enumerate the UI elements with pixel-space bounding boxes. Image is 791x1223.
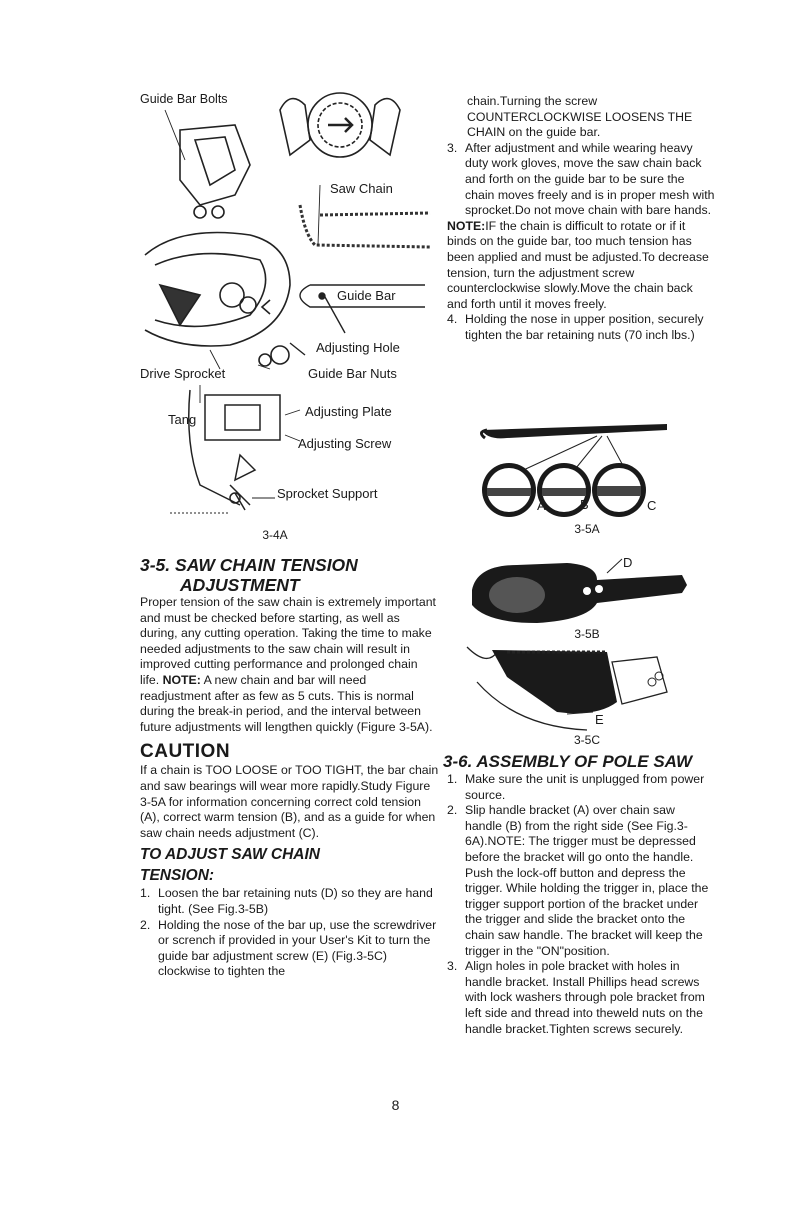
- step-3: [447, 141, 715, 219]
- section-3-5-intro: Proper tension of the saw chain is extremely important and must be checked before starting, as well as during, any cutting operation. Taking the time to make needed adjustments to the saw chain will result in improved cutting performance and prolonged chain life. NOTE: A new chain and bar will need readjustment after as few as 5 cuts. This is normal during the break-in period, and the interval between future adjustments will lengthen quickly (Figure 3-5A).: [140, 595, 436, 734]
- figure-3-4a: [140, 85, 440, 535]
- list-item: 4. Holding the nose in upper position, securely tighten the bar retaining nuts (70 inch lbs.): [447, 312, 704, 342]
- fig-label-adjusting-hole: Adjusting Hole: [316, 340, 400, 355]
- caution-heading: CAUTION: [140, 741, 231, 763]
- step-4: [447, 312, 715, 343]
- figure-label-e: E: [595, 712, 604, 727]
- list-item: 1. Loosen the bar retaining nuts (D) so they are hand tight. (See Fig.3-5B): [140, 886, 433, 916]
- binding-note: NOTE:IF the chain is difficult to rotate or if it binds on the guide bar, too much tension has been applied and must be adjusted.To decrease tension, turn the adjustment screw counterclockwise slowly.Move the chain back and forth until it moves freely.: [447, 218, 709, 311]
- tension-label-c: C: [647, 498, 657, 513]
- fig-label-tang: Tang: [168, 412, 197, 427]
- adjust-tension-heading: TO ADJUST SAW CHAIN TENSION:: [140, 846, 320, 885]
- fig-label-guide-bar-bolts: Guide Bar Bolts: [140, 92, 228, 106]
- figure-caption-3-5a: 3-5A: [574, 522, 600, 536]
- right-column-text: [447, 94, 715, 344]
- fig-label-guide-bar: Guide Bar: [337, 288, 396, 303]
- fig-label-drive-sprocket: Drive Sprocket: [140, 366, 226, 381]
- figure-caption-3-5c: 3-5C: [573, 733, 600, 747]
- fig-label-adjusting-screw: Adjusting Screw: [298, 436, 392, 451]
- figure-caption-3-4a: 3-4A: [262, 528, 288, 542]
- list-item: 2. Holding the nose of the bar up, use the screwdriver or scrench if provided in your User's Kit to turn the guide bar adjustment screw (E) (Fig.3-5C) clockwise to tighten the: [140, 917, 437, 979]
- figure-caption-3-5b: 3-5B: [574, 627, 600, 641]
- section-3-5-title: 3-5. SAW CHAIN TENSION ADJUSTMENT: [140, 555, 358, 595]
- figure-label-d: D: [623, 555, 633, 570]
- page-number: 8: [391, 1097, 400, 1113]
- fig-label-guide-bar-nuts: Guide Bar Nuts: [308, 366, 397, 381]
- figure-3-5b: [447, 545, 715, 625]
- fig-label-adjusting-plate: Adjusting Plate: [305, 404, 392, 419]
- figure-3-5c: [447, 642, 715, 737]
- section-3-6-title: 3-6. ASSEMBLY OF POLE SAW: [443, 752, 693, 771]
- section-3-5: [140, 555, 440, 980]
- pole-saw-steps-list: [443, 772, 715, 1037]
- adjust-steps-list: [140, 886, 440, 980]
- fig-label-sprocket-support: Sprocket Support: [277, 486, 378, 501]
- list-item: 3. After adjustment and while wearing heavy duty work gloves, move the saw chain back and forth on the guide bar to be sure the chain moves freely and is in proper mesh with sprocket.Do not move chain with bare hands.: [447, 140, 715, 218]
- list-item: 2. Slip handle bracket (A) over chain saw handle (B) from the right side (See Fig.3-6A).NOTE: The trigger must be depressed before the bracket will go onto the handle. Push the lock-off button and depress the trigger. While holding the trigger in, place the trigger support portion of the bracket under the trigger and slide the bracket onto the chain saw handle. The bracket will keep the trigger in the "ON"position.: [447, 803, 709, 958]
- tension-label-a: A: [537, 498, 546, 513]
- caution-text: If a chain is TOO LOOSE or TOO TIGHT, the bar chain and saw bearings will wear more rapidly.Study Figure 3-5A for information concerning correct cold tension (A), correct warm tension (B), and as a guide for when saw chain needs adjustment (C).: [140, 763, 439, 840]
- continuation-text: chain.Turning the screw COUNTERCLOCKWISE LOOSENS THE CHAIN on the guide bar.: [467, 94, 693, 140]
- section-3-6: [443, 752, 715, 1037]
- list-item: 1. Make sure the unit is unplugged from power source.: [447, 772, 705, 802]
- fig-label-saw-chain: Saw Chain: [330, 181, 393, 196]
- chain-tension-circles: [482, 463, 646, 517]
- tension-label-b: B: [580, 497, 589, 512]
- list-item: 3. Align holes in pole bracket with holes in handle bracket. Install Phillips head screws with lock washers through pole bracket from left side and thread into theweld nuts on the handle bracket.Tighten screws securely.: [447, 959, 705, 1036]
